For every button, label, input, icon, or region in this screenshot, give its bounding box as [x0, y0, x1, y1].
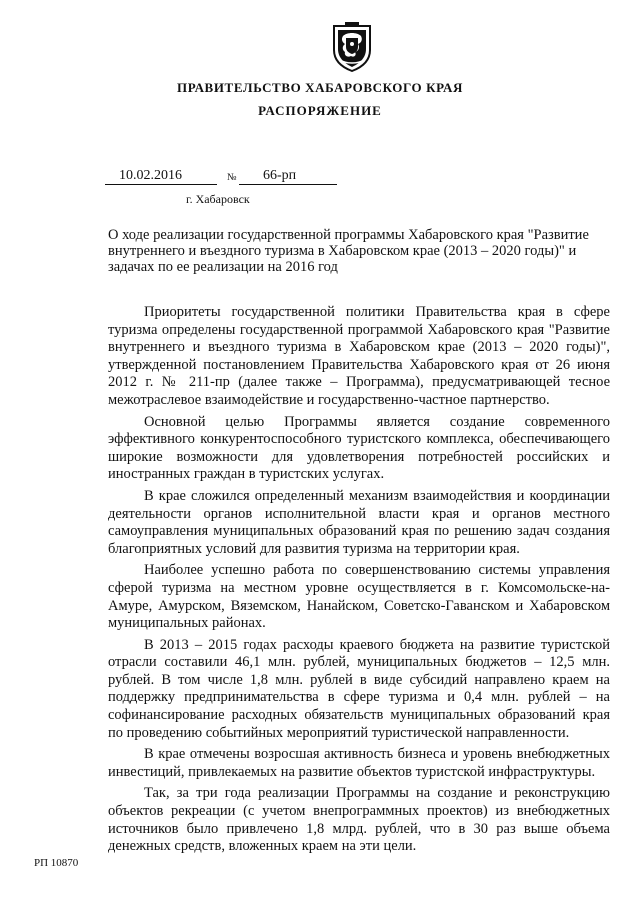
body-paragraph: Наиболее успешно работа по совершенствованию системы управления сферой туризма на местном уровне осуществляется в г. Комсомольске-на-Амуре, Амурском, Вяземском, Нанайском, Советско-Гаванском и Хабаровском муниципальных районах.	[108, 562, 610, 632]
body-paragraph: Приоритеты государственной политики Правительства края в сфере туризма определены государственной программой Хабаровского края "Развитие внутреннего и въездного туризма в Хабаровском крае (2013 – 2020 годы)", утвержденной постановлением Правительства Хабаровского края от 26 июня 2012 г. № 211-пр (далее также – Программа), предусматривающей тесное межотраслевое взаимодействие и государственно-частное партнерство.	[108, 304, 610, 408]
khabarovsk-coat-of-arms-icon	[330, 20, 374, 72]
body-paragraph: Основной целью Программы является создание современного эффективного конкурентоспособного туристского комплекса, обеспечивающего широкие возможности для удовлетворения потребностей российских и иностранных граждан в туристских услугах.	[108, 413, 610, 483]
document-city: г. Хабаровск	[186, 192, 250, 206]
footer-document-code: РП 10870	[34, 857, 79, 869]
body-paragraph: В 2013 – 2015 годах расходы краевого бюджета на развитие туристской отрасли составили 46,1 млн. рублей, муниципальных бюджетов – 12,5 млн. рублей. В том числе 1,8 млн. рублей в виде субсидий направлено краем на поддержку предпринимательства в сфере туризма и 0,4 млн. рублей – на софинансирование расходных обязательств муниципальных образований края по проведению событийных мероприятий туристической направленности.	[108, 636, 610, 741]
document-body	[108, 304, 610, 860]
government-title: ПРАВИТЕЛЬСТВО ХАБАРОВСКОГО КРАЯ	[176, 80, 463, 95]
document-number: 66-рп	[239, 168, 337, 185]
body-paragraph: Так, за три года реализации Программы на создание и реконструкцию объектов рекреации (с учетом внепрограммных проектов) из внебюджетных источников было привлечено 1,8 млрд. рублей, что в 30 раз выше объема денежных средств, вложенных краем на эти цели.	[108, 785, 610, 855]
date-number-row	[105, 168, 335, 188]
body-paragraph: В крае отмечены возросшая активность бизнеса и уровень внебюджетных инвестиций, привлекаемых на развитие объектов туристской инфраструктуры.	[108, 746, 610, 780]
number-sign: №	[227, 172, 237, 183]
document-subject: О ходе реализации государственной программы Хабаровского края "Развитие внутреннего и въездного туризма в Хабаровском крае (2013 – 2020 годы)" и задачах по ее реализации на 2016 год	[108, 227, 589, 275]
document-type-title: РАСПОРЯЖЕНИЕ	[258, 103, 382, 118]
body-paragraph: В крае сложился определенный механизм взаимодействия и координации деятельности органов исполнительной власти края и органов местного самоуправления муниципальных образований края по решению задач создания благоприятных условий для развития туризма на территории края.	[108, 487, 610, 557]
document-date: 10.02.2016	[105, 168, 217, 185]
